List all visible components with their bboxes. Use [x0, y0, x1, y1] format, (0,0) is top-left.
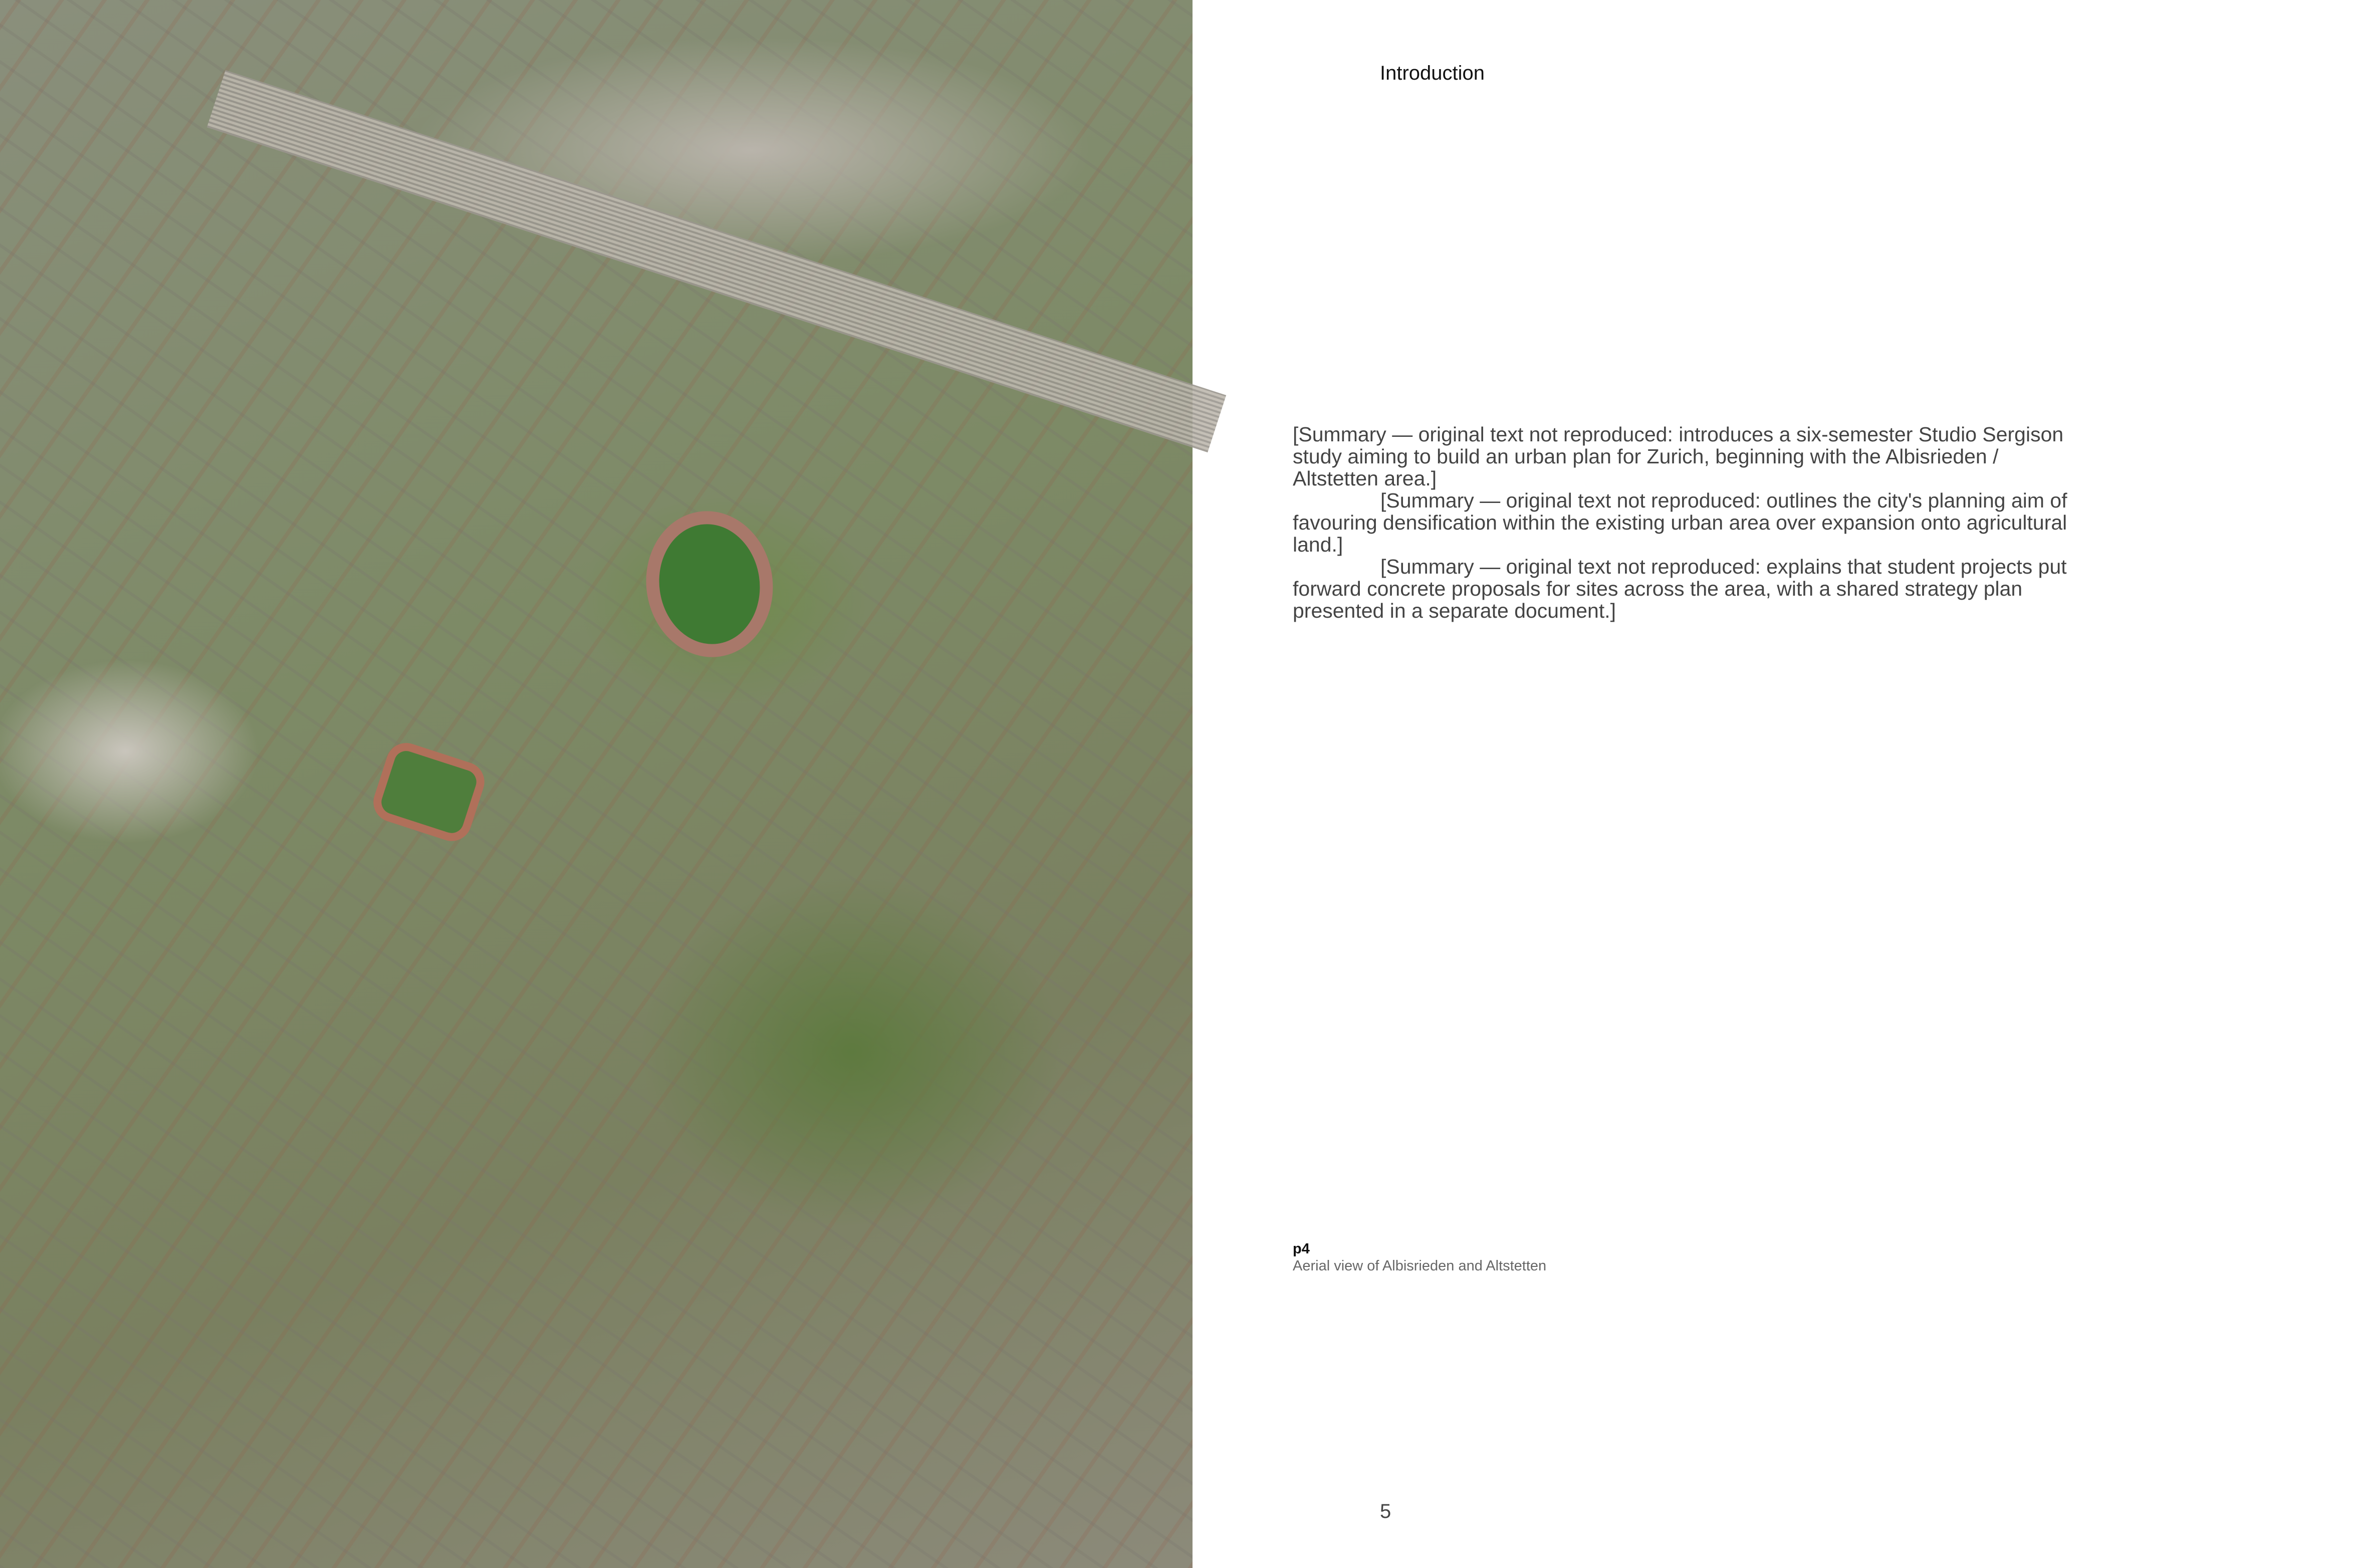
page-number: 5 [1380, 1500, 1391, 1522]
stadium [637, 503, 782, 665]
paragraph: [Summary — original text not reproduced: introduces a six-semester Studio Sergison study aiming to build an urban plan for Zurich, beginning with the Albisrieden / Altstetten area.] [1293, 423, 2064, 490]
paragraph: [Summary — original text not reproduced: outlines the city's planning aim of favouring densification within the existing urban area over expansion onto agricultural land.] [1293, 489, 2067, 556]
railway-tracks [207, 70, 1226, 452]
body-text [1293, 423, 2074, 622]
paragraph: [Summary — original text not reproduced: explains that student projects put forward concrete proposals for sites across the area, with a shared strategy plan presented in a separate document.] [1293, 555, 2067, 622]
figure-caption [1293, 1240, 1573, 1274]
caption-text: Aerial view of Albisrieden and Altstetten [1293, 1258, 1547, 1274]
sports-field [368, 738, 490, 846]
page-heading: Introduction [1380, 62, 1485, 84]
caption-number: p4 [1293, 1241, 1310, 1257]
